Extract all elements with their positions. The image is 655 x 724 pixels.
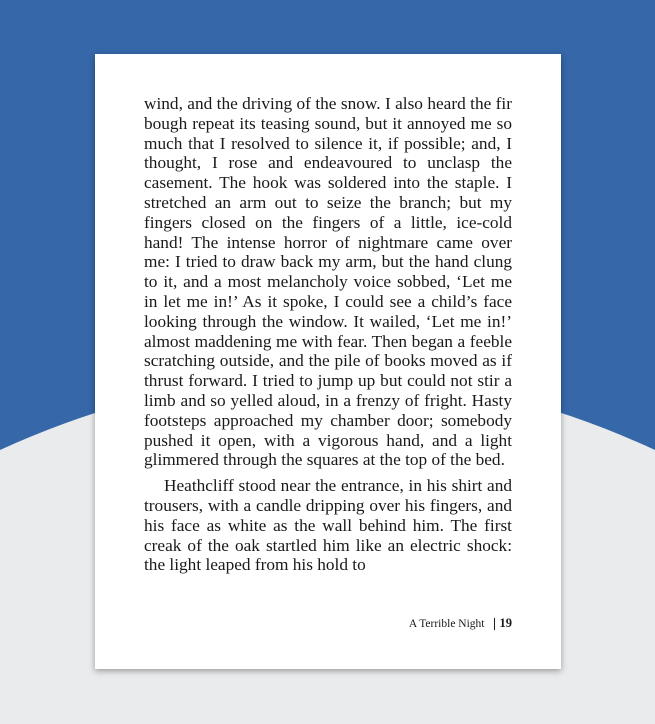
page-body — [144, 94, 512, 575]
footer-divider — [494, 618, 495, 630]
paragraph-1: wind, and the driving of the snow. I also heard the fir bough repeat its teasing sound, but it annoyed me so much that I resolved to silence it, if possible; and, I thought, I rose and endeavoured to unclasp the casement. The hook was soldered into the staple. I stretched an arm out to seize the branch; but my fingers closed on the fingers of a little, ice-cold hand! The intense horror of nightmare came over me: I tried to draw back my arm, but the hand clung to it, and a most melancholy voice sobbed, ‘Let me in let me in!’ As it spoke, I could see a child’s face looking through the window. It wailed, ‘Let me in!’ almost maddening me with fear. Then began a feeble scratching outside, and the pile of books moved as if thrust forward. I tried to jump up but could not stir a limb and so yelled aloud, in a frenzy of fright. Hasty footsteps approached my chamber door; somebody pushed it open, with a vigorous hand, and a light glimmered through the squares at the top of the bed. — [144, 94, 512, 470]
paragraph-2: Heathcliff stood near the entrance, in his shirt and trousers, with a candle dripping over his fingers, and his face as white as the wall behind him. The first creak of the oak startled him like an electric shock: the light leaped from his hold to — [144, 476, 512, 575]
page-number: 19 — [499, 616, 512, 630]
running-title: A Terrible Night — [408, 617, 485, 630]
page-footer — [409, 616, 512, 631]
book-page — [95, 54, 561, 669]
